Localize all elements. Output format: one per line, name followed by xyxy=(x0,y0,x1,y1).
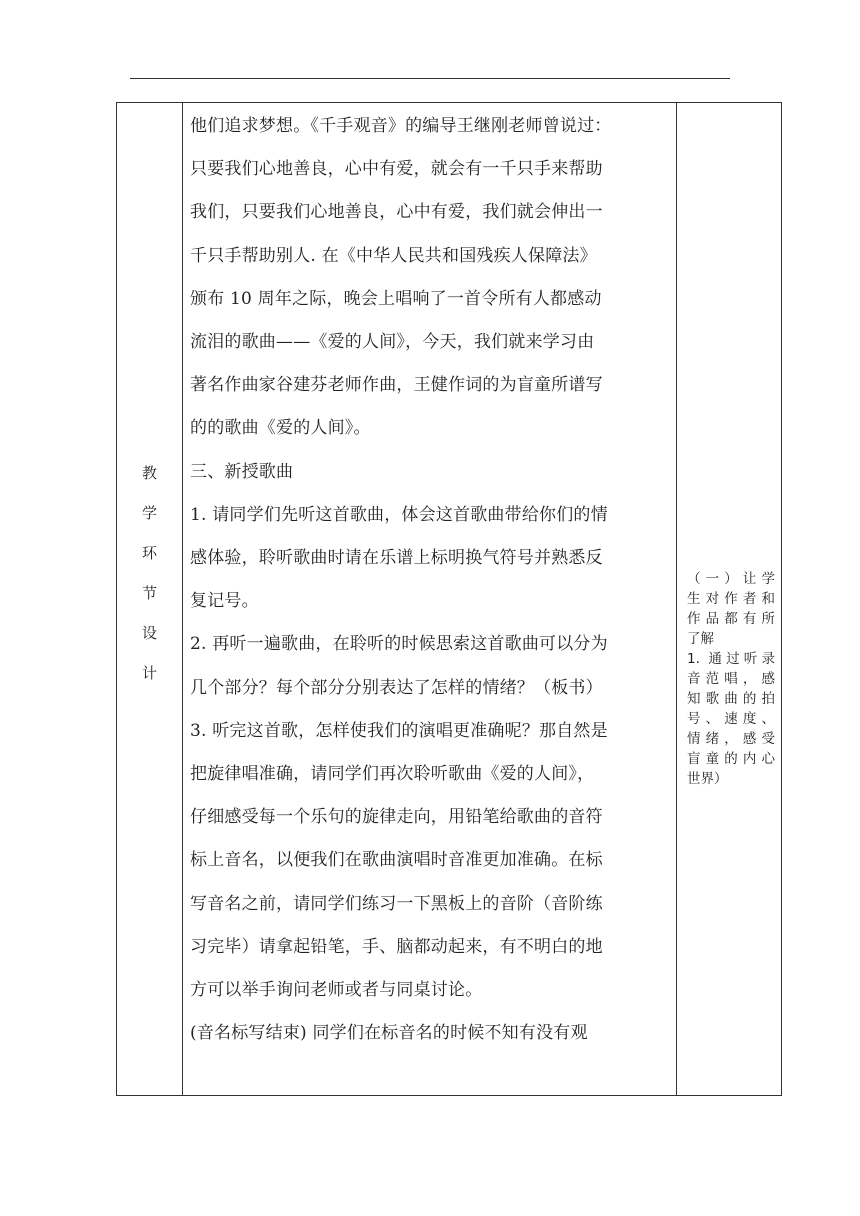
note-line: 盲童的内心 xyxy=(687,751,775,767)
body-line: 流泪的歌曲——《爱的人间》，今天，我们就来学习由 xyxy=(190,332,595,353)
section-label-char: 环 xyxy=(141,544,157,562)
section-label-char: 学 xyxy=(141,504,157,522)
body-line: 把旋律唱准确，请同学们再次聆听歌曲《爱的人间》， xyxy=(190,764,595,785)
note-line: 1. 通过听录 xyxy=(687,651,775,667)
body-line: 只要我们心地善良，心中有爱，就会有一千只手来帮助 xyxy=(190,159,603,180)
body-line: 的的歌曲《爱的人间》。 xyxy=(190,418,371,439)
column-divider xyxy=(676,103,677,1095)
note-line: 生对作者和 xyxy=(687,591,775,607)
body-line: 我们，只要我们心地善良，心中有爱，我们就会伸出一 xyxy=(190,202,603,223)
body-line: 写音名之前，请同学们练习一下黑板上的音阶（音阶练 xyxy=(190,893,603,914)
body-line: (音名标写结束) 同学们在标音名的时候不知有没有观 xyxy=(190,1023,588,1044)
note-line: 了解 xyxy=(687,631,714,647)
column-divider xyxy=(182,103,183,1095)
note-line: 知歌曲的拍 xyxy=(687,691,775,707)
note-line: 号、速度、 xyxy=(687,711,775,727)
design-intent-note xyxy=(687,569,775,789)
body-line: 几个部分？每个部分分别表达了怎样的情绪？（板书） xyxy=(190,677,603,698)
body-line: 1. 请同学们先听这首歌曲，体会这首歌曲带给你们的情 xyxy=(190,504,608,525)
section-label-char: 教 xyxy=(141,464,157,482)
body-line: 仔细感受每一个乐句的旋律走向，用铅笔给歌曲的音符 xyxy=(190,807,603,828)
lesson-body-text xyxy=(190,105,672,1055)
note-line: 世界） xyxy=(687,771,728,787)
note-line: 音范唱，感 xyxy=(687,671,775,687)
body-line: 习完毕）请拿起铅笔，手、脑都动起来，有不明白的地 xyxy=(190,936,603,957)
note-line: 作品都有所 xyxy=(687,611,775,627)
section-label-char: 计 xyxy=(141,664,157,682)
header-rule xyxy=(130,78,730,79)
body-line: 3. 听完这首歌，怎样使我们的演唱更准确呢？那自然是 xyxy=(190,720,608,741)
section-label-char: 设 xyxy=(141,624,157,642)
body-line: 复记号。 xyxy=(190,591,259,612)
body-line: 颁布 10 周年之际，晚会上唱响了一首令所有人都感动 xyxy=(190,288,602,309)
body-line: 方可以举手询问老师或者与同桌讨论。 xyxy=(190,980,483,1001)
body-line: 他们追求梦想。《千手观音》的编导王继刚老师曾说过： xyxy=(190,116,612,136)
section-heading: 三、新授歌曲 xyxy=(190,461,294,482)
body-line: 标上音名，以便我们在歌曲演唱时音准更加准确。在标 xyxy=(190,850,603,871)
section-label xyxy=(117,453,182,693)
body-line: 感体验，聆听歌曲时请在乐谱上标明换气符号并熟悉反 xyxy=(190,548,603,569)
lesson-table xyxy=(116,102,782,1096)
body-line: 千只手帮助别人. 在《中华人民共和国残疾人保障法》 xyxy=(190,245,597,266)
body-line: 著名作曲家谷建芬老师作曲，王健作词的为盲童所谱写 xyxy=(190,375,603,396)
note-line: 情绪，感受 xyxy=(687,731,775,747)
body-line: 2. 再听一遍歌曲，在聆听的时候思索这首歌曲可以分为 xyxy=(190,634,608,655)
section-label-char: 节 xyxy=(141,584,157,602)
note-line: （一）让学 xyxy=(687,571,775,587)
